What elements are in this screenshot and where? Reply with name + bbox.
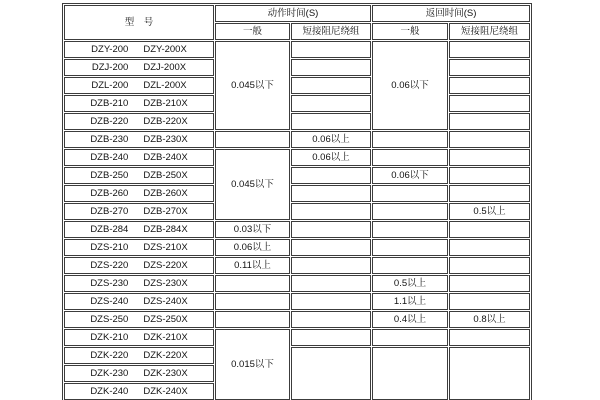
table-row: [64, 311, 530, 328]
return-damping-cell: [449, 329, 530, 346]
return-damping-cell: [449, 167, 530, 184]
return-general-cell: [372, 257, 448, 274]
return-general-cell: [372, 203, 448, 220]
header-return-damping: 短接阻尼绕组: [449, 23, 530, 40]
model-name: DZB-284: [90, 223, 129, 235]
model-name: DZB-220: [90, 115, 129, 127]
model-name-x: DZS-240X: [143, 295, 188, 307]
relay-spec-table: [62, 3, 532, 400]
action-damping-cell: [291, 95, 371, 112]
return-damping-cell: [449, 149, 530, 166]
action-general-cell: [215, 131, 290, 148]
table-row: [64, 59, 530, 76]
table-row: [64, 185, 530, 202]
model-name-x: DZS-230X: [143, 277, 188, 289]
model-cell: [64, 365, 214, 382]
table-row: [64, 221, 530, 238]
header-action-time: 动作时间(S): [215, 5, 371, 22]
action-general-cell: [215, 311, 290, 328]
action-damping-cell: [291, 167, 371, 184]
return-damping-cell: [449, 59, 530, 76]
return-general-cell: 1.1以上: [372, 293, 448, 310]
model-name: DZS-230: [90, 277, 129, 289]
model-name: DZB-230: [90, 133, 129, 145]
model-name-x: DZB-240X: [143, 151, 188, 163]
return-damping-cell: [449, 239, 530, 256]
action-general-cell: 0.03以下: [215, 221, 290, 238]
model-name-x: DZB-270X: [143, 205, 188, 217]
table-row: [64, 113, 530, 130]
model-cell: [64, 131, 214, 148]
model-name-x: DZB-230X: [143, 133, 188, 145]
action-general-cell: [215, 293, 290, 310]
model-cell: [64, 185, 214, 202]
action-damping-cell: [291, 41, 371, 58]
model-cell: [64, 347, 214, 364]
model-name: DZB-250: [90, 169, 129, 181]
model-name: DZS-240: [90, 295, 129, 307]
table-row: [64, 149, 530, 166]
model-cell: [64, 59, 214, 76]
model-name: DZB-210: [90, 97, 129, 109]
action-damping-cell: [291, 293, 371, 310]
table-row: [64, 239, 530, 256]
action-damping-cell: [291, 311, 371, 328]
return-general-cell: [372, 347, 448, 400]
table-row: [64, 347, 530, 364]
action-damping-cell: [291, 221, 371, 238]
action-damping-cell: [291, 77, 371, 94]
table-row: [64, 95, 530, 112]
return-damping-cell: [449, 113, 530, 130]
return-general-cell: [372, 149, 448, 166]
action-damping-cell: [291, 185, 371, 202]
model-cell: [64, 167, 214, 184]
model-name-x: DZK-220X: [143, 349, 188, 361]
table-row: [64, 167, 530, 184]
model-name-x: DZB-284X: [143, 223, 188, 235]
return-damping-cell: [449, 221, 530, 238]
model-name: DZK-210: [90, 331, 129, 343]
action-general-cell: 0.015以下: [215, 329, 290, 400]
action-damping-cell: 0.06以上: [291, 131, 371, 148]
model-cell: [64, 383, 214, 400]
return-general-cell: 0.06以下: [372, 167, 448, 184]
model-name-x: DZB-250X: [143, 169, 188, 181]
action-damping-cell: [291, 257, 371, 274]
model-name-x: DZB-210X: [143, 97, 188, 109]
model-cell: [64, 275, 214, 292]
return-damping-cell: [449, 275, 530, 292]
action-general-cell: 0.045以下: [215, 149, 290, 220]
table-row: [64, 203, 530, 220]
header-return-time: 返回时间(S): [372, 5, 530, 22]
return-damping-cell: 0.5以上: [449, 203, 530, 220]
model-cell: [64, 257, 214, 274]
model-name: DZS-220: [90, 259, 129, 271]
model-name-x: DZY-200X: [143, 43, 187, 55]
return-damping-cell: [449, 347, 530, 400]
table-row: [64, 77, 530, 94]
action-damping-cell: 0.06以上: [291, 149, 371, 166]
model-cell: [64, 77, 214, 94]
model-name: DZJ-200: [91, 61, 129, 73]
model-name-x: DZS-220X: [143, 259, 188, 271]
return-damping-cell: [449, 41, 530, 58]
table-row: [64, 293, 530, 310]
header-model: 型 号: [64, 5, 214, 40]
model-name: DZS-210: [90, 241, 129, 253]
model-name: DZY-200: [91, 43, 129, 55]
action-general-cell: 0.06以上: [215, 239, 290, 256]
header-action-damping: 短接阻尼绕组: [291, 23, 371, 40]
model-cell: [64, 149, 214, 166]
model-name: DZB-270: [90, 205, 129, 217]
model-cell: [64, 239, 214, 256]
model-name: DZS-250: [90, 313, 129, 325]
return-general-cell: [372, 221, 448, 238]
model-name-x: DZL-200X: [143, 79, 187, 91]
action-damping-cell: [291, 275, 371, 292]
return-damping-cell: [449, 131, 530, 148]
return-general-cell: [372, 131, 448, 148]
action-damping-cell: [291, 347, 371, 400]
return-general-cell: 0.4以上: [372, 311, 448, 328]
action-damping-cell: [291, 113, 371, 130]
header-action-general: 一般: [215, 23, 290, 40]
action-general-cell: 0.045以下: [215, 41, 290, 130]
model-name-x: DZS-210X: [143, 241, 188, 253]
header-row-1: [64, 5, 530, 22]
action-damping-cell: [291, 59, 371, 76]
return-damping-cell: [449, 95, 530, 112]
return-general-cell: [372, 329, 448, 346]
model-cell: [64, 41, 214, 58]
model-name: DZK-230: [90, 367, 129, 379]
table-row: [64, 131, 530, 148]
model-cell: [64, 311, 214, 328]
model-cell: [64, 329, 214, 346]
table-row: [64, 329, 530, 346]
return-damping-cell: [449, 293, 530, 310]
table-row: [64, 257, 530, 274]
model-name-x: DZB-220X: [143, 115, 188, 127]
model-name-x: DZK-210X: [143, 331, 188, 343]
action-damping-cell: [291, 203, 371, 220]
table-row: [64, 275, 530, 292]
model-name: DZB-260: [90, 187, 129, 199]
return-general-cell: 0.06以下: [372, 41, 448, 130]
return-damping-cell: [449, 185, 530, 202]
model-cell: [64, 293, 214, 310]
model-name: DZK-220: [90, 349, 129, 361]
return-general-cell: [372, 185, 448, 202]
action-general-cell: [215, 275, 290, 292]
header-return-general: 一般: [372, 23, 448, 40]
return-damping-cell: [449, 77, 530, 94]
model-name: DZK-240: [90, 385, 129, 397]
table-row: [64, 41, 530, 58]
model-name: DZB-240: [90, 151, 129, 163]
model-name-x: DZB-260X: [143, 187, 188, 199]
model-cell: [64, 113, 214, 130]
model-name: DZL-200: [91, 79, 129, 91]
return-general-cell: [372, 239, 448, 256]
model-cell: [64, 95, 214, 112]
return-general-cell: 0.5以上: [372, 275, 448, 292]
model-name-x: DZK-240X: [143, 385, 188, 397]
model-name-x: DZJ-200X: [143, 61, 187, 73]
return-damping-cell: [449, 257, 530, 274]
model-name-x: DZK-230X: [143, 367, 188, 379]
model-cell: [64, 203, 214, 220]
model-cell: [64, 221, 214, 238]
action-general-cell: 0.11以上: [215, 257, 290, 274]
model-name-x: DZS-250X: [143, 313, 188, 325]
action-damping-cell: [291, 239, 371, 256]
return-damping-cell: 0.8以上: [449, 311, 530, 328]
action-damping-cell: [291, 329, 371, 346]
